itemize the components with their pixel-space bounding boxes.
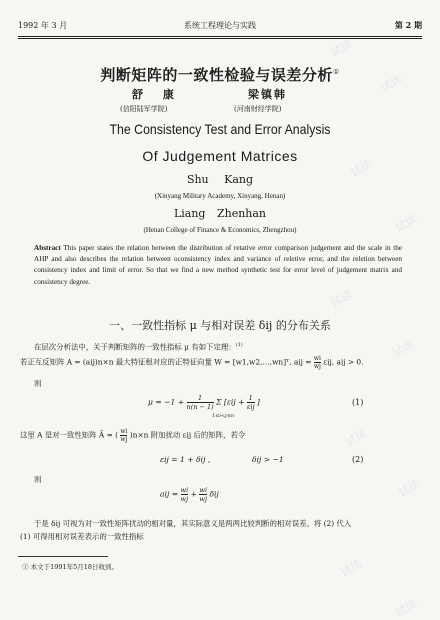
title-cn: 判断矩阵的一致性检验与误差分析①	[100, 66, 340, 84]
author-en-1: Shu Kang	[186, 173, 254, 186]
header-rule-thin	[18, 38, 422, 39]
body-paragraph-5: (1) 可得用相对误差表示的一致性指标	[20, 532, 144, 541]
footnote-rule	[18, 556, 108, 557]
watermark: 试读	[396, 477, 423, 500]
affiliation-en-2: (Henan College of Finance & Economics, Zhengzhou)	[143, 226, 297, 234]
body-then-2: 则	[34, 475, 42, 484]
author-en-2: Liang Zhenhan	[173, 207, 267, 220]
author-cn-1: 舒 康	[132, 88, 182, 101]
watermark: 试读	[328, 287, 355, 310]
watermark: 试读	[393, 212, 420, 235]
fraction-wi-wj-4: $\frac{wi}{wj}$	[199, 486, 208, 503]
fraction-wi-wj: $\frac{wi}{wj}$	[313, 355, 321, 370]
author-cn-2: 梁镇韩	[248, 88, 287, 101]
equation-3: aij = $\frac{wi}{wj}$ + $\frac{wi}{wj}$ δij	[160, 486, 219, 503]
affiliation-cn-2: (河南财经学院)	[234, 105, 282, 113]
watermark: 试读	[393, 597, 420, 620]
body-paragraph-1: 在层次分析法中，关于判断矩阵的一致性指标 μ 有如下定理：$^{(1)}$	[34, 342, 243, 352]
abstract	[34, 243, 402, 288]
fraction-wi-wj-2: $\frac{wi}{wj}$	[120, 428, 128, 443]
header-journal: 系统工程理论与实践	[184, 21, 256, 30]
abstract-label: Abstract	[34, 244, 61, 252]
footnote: ① 本文于1991年5月18日收到。	[22, 563, 119, 571]
watermark: 试读	[378, 72, 405, 95]
title-en-line-2: Of Judgement Matrices	[142, 148, 298, 164]
affiliation-en-1: (Xinyang Military Academy, Xinyang, Henan)	[154, 192, 286, 200]
equation-number-1: (1)	[352, 398, 364, 407]
watermark: 试读	[390, 337, 417, 360]
body-paragraph-3: 这里 A 是对一致性矩阵 Ā = ( $\frac{wi}{wj}$ )n×n 附加扰动 εij 后的矩阵，若令	[20, 428, 246, 443]
fraction-wi-wj-3: $\frac{wi}{wj}$	[180, 486, 189, 503]
header-rule	[18, 36, 422, 37]
citation-ref: (1)	[235, 342, 243, 348]
body-paragraph-4: 于是 δij 可视为对一致性矩阵扰动的相对量，其实际意义是两两比较判断的相对误差。将 (2) 代入	[34, 519, 352, 528]
equation-number-2: (2)	[352, 455, 364, 464]
watermark: 试读	[328, 37, 355, 60]
sum-index: 1≤i<j≤n	[212, 413, 235, 419]
title-footnote-mark: ①	[332, 68, 340, 76]
equation-2a: εij = 1 + δij ,	[160, 455, 211, 464]
abstract-text: This paper states the relation between the distribution of retative error comparison judgement and the scale in the AHP and also describes the relation between oconsistency index and variance of reletive error, and the reletion between consistency index and limit of error. So that we find a new method synthetic test for error level of judgement matrix and consistency degree.	[34, 244, 402, 286]
fraction-1-over-eps: 1 εij	[246, 394, 255, 411]
equation-1: μ = −1 + $\frac{1}{n(n - 1)}$ Σ [εij + 1 εij ]	[148, 394, 260, 411]
affiliation-cn-1: (信阳陆军学院)	[120, 105, 168, 113]
watermark: 试读	[343, 427, 370, 450]
watermark: 试读	[348, 157, 375, 180]
header-issue: 第 2 期	[394, 20, 422, 30]
header-date: 1992 年 3 月	[18, 21, 68, 30]
body-then-1: 则	[34, 379, 42, 388]
equation-2b: δij > −1	[252, 455, 284, 464]
running-header	[18, 20, 422, 34]
watermark: 试读	[338, 557, 365, 580]
body-paragraph-2: 若正互反矩阵 A = (aij)n×n 最大特征根对应的正特征向量 W = [w1,w2,…,wn]ᵀ, aij = $\frac{wi}{wj}$ εij, aij > 0.	[20, 355, 364, 370]
title-en-line-1: The Consistency Test and Error Analysis	[109, 121, 331, 137]
fraction-1-over-n: $\frac{1}{n(n - 1)}$	[186, 394, 214, 411]
section-heading: 一、一致性指标 μ 与相对误差 δij 的分布关系	[109, 319, 331, 332]
